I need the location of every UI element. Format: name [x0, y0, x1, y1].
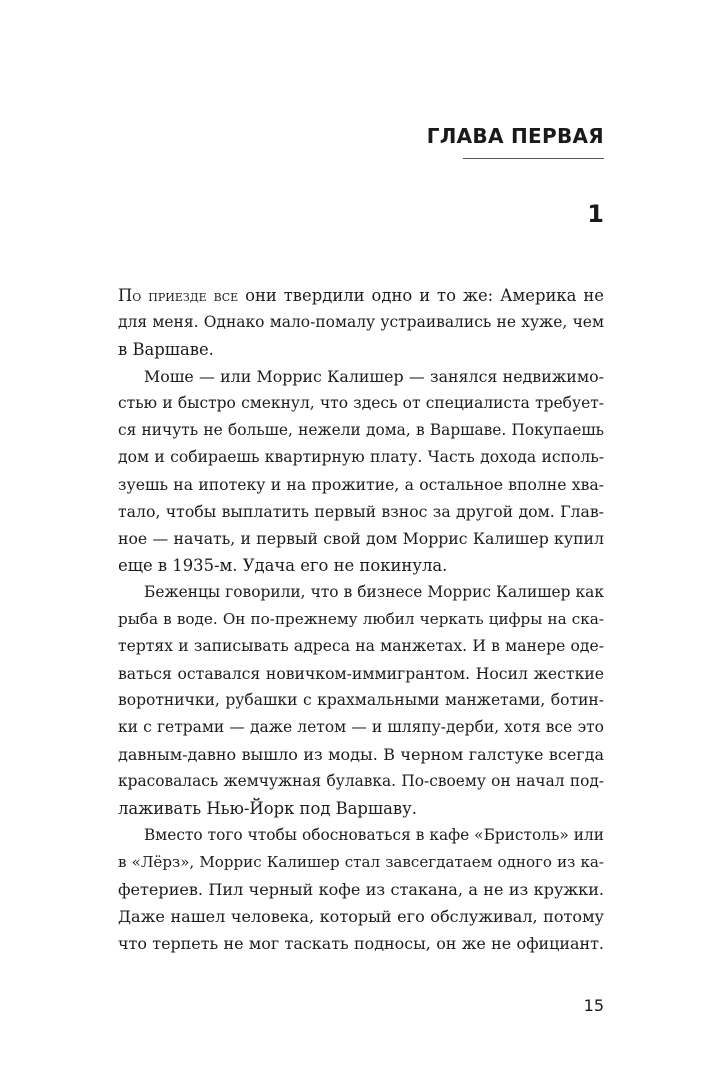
text-line: тало, чтобы выплатить первый взнос за другой дом. Глав- [118, 502, 604, 521]
text-line: Беженцы говорили, что в бизнесе Моррис Калишер как [144, 583, 604, 601]
text-line: давным-давно вышло из моды. В черном галстуке всегда [118, 745, 604, 764]
text-line [118, 282, 604, 309]
text-line: еще в 1935-м. Удача его не покинула. [118, 556, 448, 575]
text-line: красовалась жемчужная булавка. По-своему он начал под- [118, 772, 604, 790]
text-line: в «Лёрз», Моррис Калишер стал завсегдатаем одного из ка- [118, 853, 604, 871]
section-number: 1 [587, 200, 604, 228]
text-line: стью и быстро смекнул, что здесь от специалиста требует- [118, 394, 604, 412]
text-line: рыба в воде. Он по-прежнему любил черкать цифры на ска- [118, 610, 604, 628]
body-text [118, 282, 604, 957]
text-line: ваться оставался новичком-иммигрантом. Носил жесткие [118, 664, 604, 683]
page-number: 15 [583, 996, 604, 1015]
text-line: для меня. Однако мало-помалу устраивались не хуже, чем [118, 313, 604, 331]
text-line: Моше — или Моррис Калишер — занялся недвижимо- [144, 367, 604, 386]
text-line: ное — начать, и первый свой дом Моррис Калишер купил [118, 529, 604, 548]
text-line: воротнички, рубашки с крахмальными манжетами, ботин- [118, 691, 604, 709]
text-line: что терпеть не мог таскать подносы, он же не официант. [118, 934, 604, 953]
text-line: ся ничуть не больше, нежели дома, в Варшаве. Покупаешь [118, 421, 604, 439]
text-line: тертях и записывать адреса на манжетах. И в манере оде- [118, 637, 604, 655]
chapter-title: ГЛАВА ПЕРВАЯ [426, 124, 604, 148]
text-line: Вместо того чтобы обосноваться в кафе «Бристоль» или [144, 826, 604, 844]
text-line: лаживать Нью-Йорк под Варшаву. [118, 799, 418, 818]
text-line: ки с гетрами — даже летом — и шляпу-дерби, хотя все это [118, 718, 604, 736]
text-line: в Варшаве. [118, 340, 214, 359]
text-line-rest: они твердили одно и то же: Америка не [238, 286, 604, 305]
text-line: фетериев. Пил черный кофе из стакана, а не из кружки. [118, 880, 604, 899]
chapter-title-rule [463, 158, 604, 159]
text-line: зуешь на ипотеку и на прожитие, а остальное вполне хва- [118, 475, 604, 494]
text-line: дом и собираешь квартирную плату. Часть дохода исполь- [118, 448, 604, 466]
lead-smallcaps: По приезде все [118, 286, 239, 305]
text-line: Даже нашел человека, который его обслуживал, потому [118, 907, 604, 926]
